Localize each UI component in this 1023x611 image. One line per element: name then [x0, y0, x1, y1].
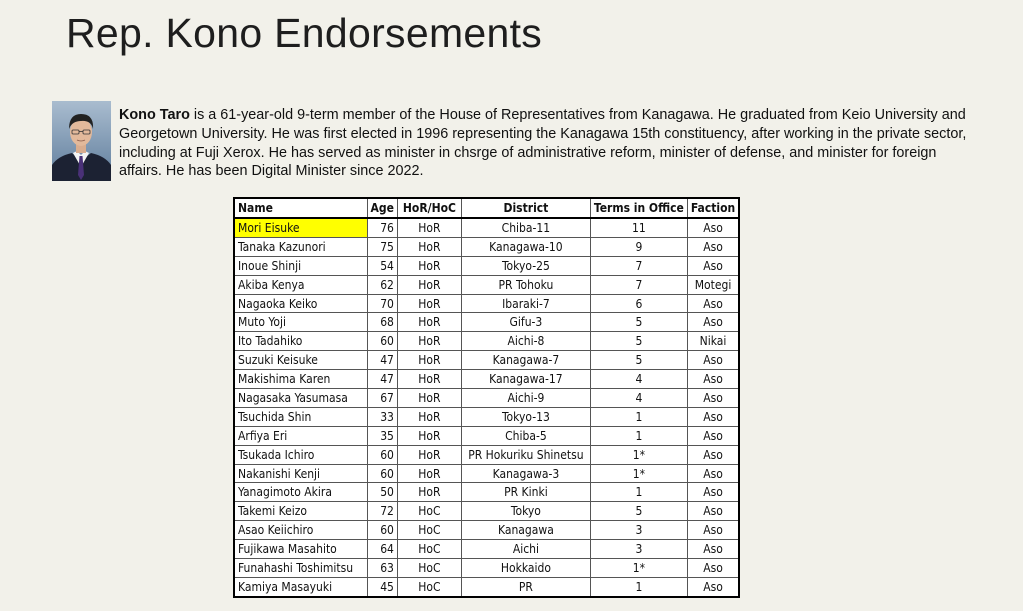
- cell-district: Hokkaido: [461, 559, 590, 578]
- table-row: [234, 313, 739, 332]
- cell-faction: Aso: [687, 483, 739, 502]
- cell-chamber: HoR: [397, 407, 461, 426]
- table-row: [234, 218, 739, 237]
- header-faction: Faction: [687, 198, 739, 218]
- cell-district: PR Kinki: [461, 483, 590, 502]
- cell-age: 62: [367, 275, 397, 294]
- cell-chamber: HoR: [397, 426, 461, 445]
- header-chamber: HoR/HoC: [397, 198, 461, 218]
- cell-district: Kanagawa-7: [461, 351, 590, 370]
- cell-age: 50: [367, 483, 397, 502]
- cell-age: 47: [367, 370, 397, 389]
- cell-name: Funahashi Toshimitsu: [234, 559, 367, 578]
- cell-chamber: HoR: [397, 483, 461, 502]
- cell-name: Takemi Keizo: [234, 502, 367, 521]
- cell-age: 47: [367, 351, 397, 370]
- cell-age: 60: [367, 521, 397, 540]
- cell-age: 67: [367, 389, 397, 408]
- cell-terms: 1*: [590, 464, 687, 483]
- cell-terms: 1: [590, 407, 687, 426]
- table-row: [234, 502, 739, 521]
- cell-age: 60: [367, 445, 397, 464]
- cell-faction: Aso: [687, 445, 739, 464]
- header-age: Age: [367, 198, 397, 218]
- cell-district: Ibaraki-7: [461, 294, 590, 313]
- cell-age: 72: [367, 502, 397, 521]
- cell-faction: Motegi: [687, 275, 739, 294]
- cell-district: Kanagawa: [461, 521, 590, 540]
- cell-name: Muto Yoji: [234, 313, 367, 332]
- cell-chamber: HoR: [397, 332, 461, 351]
- cell-terms: 3: [590, 521, 687, 540]
- cell-name: Fujikawa Masahito: [234, 540, 367, 559]
- cell-chamber: HoR: [397, 351, 461, 370]
- cell-age: 68: [367, 313, 397, 332]
- table-row: [234, 521, 739, 540]
- cell-terms: 9: [590, 237, 687, 256]
- table-row: [234, 351, 739, 370]
- cell-age: 70: [367, 294, 397, 313]
- cell-chamber: HoR: [397, 370, 461, 389]
- table-row: [234, 256, 739, 275]
- header-name: Name: [234, 198, 367, 218]
- cell-name: Mori Eisuke: [234, 218, 367, 237]
- cell-chamber: HoR: [397, 389, 461, 408]
- endorsements-table: [233, 197, 740, 598]
- cell-name: Ito Tadahiko: [234, 332, 367, 351]
- cell-terms: 7: [590, 275, 687, 294]
- cell-name: Suzuki Keisuke: [234, 351, 367, 370]
- table-row: [234, 483, 739, 502]
- table-row: [234, 389, 739, 408]
- cell-terms: 1: [590, 426, 687, 445]
- cell-district: Aichi: [461, 540, 590, 559]
- cell-age: 45: [367, 577, 397, 596]
- cell-chamber: HoC: [397, 540, 461, 559]
- cell-name: Kamiya Masayuki: [234, 577, 367, 596]
- cell-chamber: HoR: [397, 445, 461, 464]
- cell-terms: 7: [590, 256, 687, 275]
- table-row: [234, 332, 739, 351]
- cell-name: Nagasaka Yasumasa: [234, 389, 367, 408]
- cell-faction: Aso: [687, 464, 739, 483]
- cell-faction: Aso: [687, 218, 739, 237]
- table-row: [234, 559, 739, 578]
- cell-terms: 1: [590, 577, 687, 596]
- cell-chamber: HoR: [397, 275, 461, 294]
- cell-terms: 1*: [590, 559, 687, 578]
- table-row: [234, 294, 739, 313]
- cell-terms: 3: [590, 540, 687, 559]
- cell-district: Gifu-3: [461, 313, 590, 332]
- cell-faction: Aso: [687, 256, 739, 275]
- cell-district: PR: [461, 577, 590, 596]
- cell-terms: 1*: [590, 445, 687, 464]
- cell-age: 76: [367, 218, 397, 237]
- table-row: [234, 370, 739, 389]
- table-row: [234, 237, 739, 256]
- cell-faction: Aso: [687, 294, 739, 313]
- cell-district: Kanagawa-3: [461, 464, 590, 483]
- cell-terms: 6: [590, 294, 687, 313]
- cell-age: 60: [367, 464, 397, 483]
- cell-district: Kanagawa-10: [461, 237, 590, 256]
- portrait-image: [52, 101, 111, 181]
- cell-age: 33: [367, 407, 397, 426]
- header-district: District: [461, 198, 590, 218]
- cell-faction: Aso: [687, 426, 739, 445]
- cell-name: Tsukada Ichiro: [234, 445, 367, 464]
- cell-age: 63: [367, 559, 397, 578]
- cell-chamber: HoR: [397, 237, 461, 256]
- bio-body: is a 61-year-old 9-term member of the House of Representatives from Kanagawa. He graduated from Keio University and Georgetown University. He was first elected in 1996 representing the Kanagawa 15th constituency, after working in the private sector, including at Fuji Xerox. He has served as minister in chsrge of administrative reform, minister of defense, and minister for foreign affairs. He has been Digital Minister since 2022.: [119, 107, 967, 180]
- cell-chamber: HoR: [397, 256, 461, 275]
- table-row: [234, 577, 739, 596]
- cell-age: 35: [367, 426, 397, 445]
- cell-faction: Aso: [687, 540, 739, 559]
- cell-faction: Aso: [687, 237, 739, 256]
- cell-age: 64: [367, 540, 397, 559]
- cell-chamber: HoR: [397, 294, 461, 313]
- cell-district: Tokyo-13: [461, 407, 590, 426]
- cell-faction: Aso: [687, 577, 739, 596]
- table-row: [234, 426, 739, 445]
- cell-district: Aichi-8: [461, 332, 590, 351]
- cell-name: Arfiya Eri: [234, 426, 367, 445]
- cell-terms: 5: [590, 332, 687, 351]
- table-row: [234, 445, 739, 464]
- cell-faction: Aso: [687, 407, 739, 426]
- cell-name: Makishima Karen: [234, 370, 367, 389]
- table-row: [234, 540, 739, 559]
- cell-chamber: HoC: [397, 521, 461, 540]
- table-header-row: [234, 198, 739, 218]
- cell-age: 75: [367, 237, 397, 256]
- cell-district: Tokyo-25: [461, 256, 590, 275]
- cell-faction: Aso: [687, 559, 739, 578]
- cell-chamber: HoR: [397, 313, 461, 332]
- cell-chamber: HoR: [397, 464, 461, 483]
- cell-age: 54: [367, 256, 397, 275]
- cell-name: Nagaoka Keiko: [234, 294, 367, 313]
- cell-district: Chiba-11: [461, 218, 590, 237]
- cell-chamber: HoC: [397, 559, 461, 578]
- cell-terms: 5: [590, 313, 687, 332]
- cell-chamber: HoC: [397, 502, 461, 521]
- cell-age: 60: [367, 332, 397, 351]
- cell-district: Aichi-9: [461, 389, 590, 408]
- cell-district: Chiba-5: [461, 426, 590, 445]
- cell-district: PR Hokuriku Shinetsu: [461, 445, 590, 464]
- cell-district: Tokyo: [461, 502, 590, 521]
- cell-chamber: HoC: [397, 577, 461, 596]
- cell-terms: 4: [590, 389, 687, 408]
- table-row: [234, 464, 739, 483]
- cell-terms: 1: [590, 483, 687, 502]
- table-row: [234, 275, 739, 294]
- cell-faction: Aso: [687, 313, 739, 332]
- cell-faction: Aso: [687, 351, 739, 370]
- cell-faction: Aso: [687, 502, 739, 521]
- page-title: Rep. Kono Endorsements: [66, 10, 543, 56]
- header-terms: Terms in Office: [590, 198, 687, 218]
- cell-faction: Aso: [687, 521, 739, 540]
- cell-faction: Aso: [687, 389, 739, 408]
- portrait-photo: [52, 101, 111, 181]
- cell-faction: Aso: [687, 370, 739, 389]
- cell-terms: 11: [590, 218, 687, 237]
- cell-district: PR Tohoku: [461, 275, 590, 294]
- bio-name: Kono Taro: [119, 107, 190, 123]
- cell-name: Inoue Shinji: [234, 256, 367, 275]
- cell-faction: Nikai: [687, 332, 739, 351]
- cell-name: Tanaka Kazunori: [234, 237, 367, 256]
- cell-terms: 5: [590, 502, 687, 521]
- cell-terms: 4: [590, 370, 687, 389]
- cell-name: Tsuchida Shin: [234, 407, 367, 426]
- cell-chamber: HoR: [397, 218, 461, 237]
- cell-name: Akiba Kenya: [234, 275, 367, 294]
- biography-text: [119, 106, 969, 181]
- table-row: [234, 407, 739, 426]
- cell-name: Asao Keiichiro: [234, 521, 367, 540]
- cell-terms: 5: [590, 351, 687, 370]
- cell-name: Nakanishi Kenji: [234, 464, 367, 483]
- cell-district: Kanagawa-17: [461, 370, 590, 389]
- cell-name: Yanagimoto Akira: [234, 483, 367, 502]
